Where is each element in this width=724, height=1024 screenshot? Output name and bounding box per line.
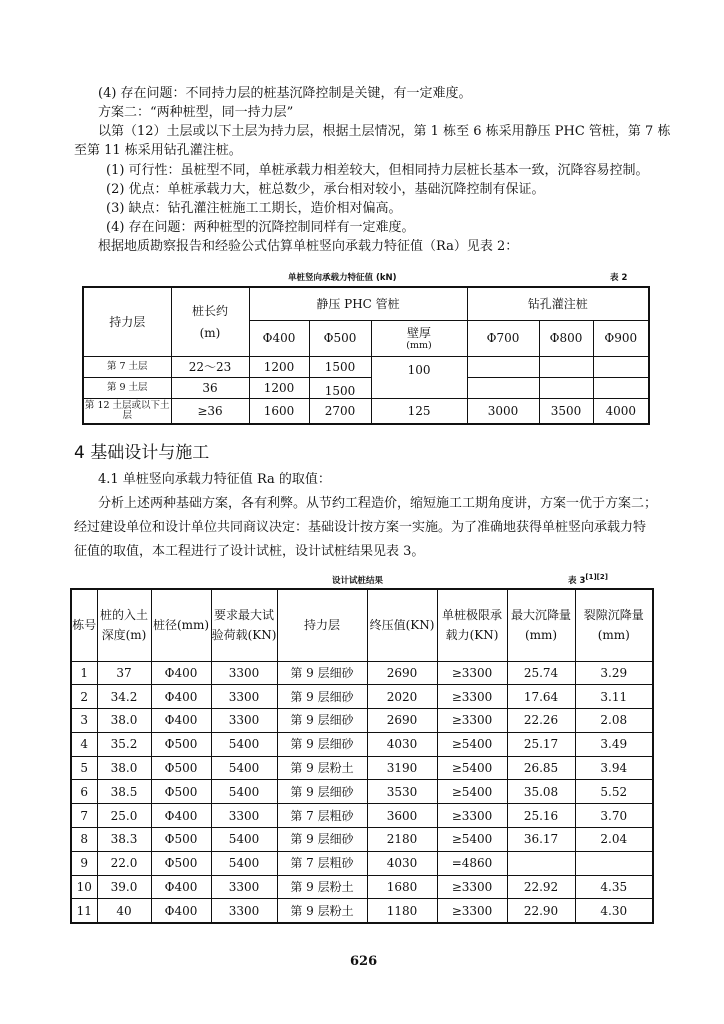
table3-cell: ≥3300 — [437, 875, 507, 899]
table3-cell: 5400 — [211, 851, 277, 875]
table3-header-rebound: 裂隙沉降量(mm) — [575, 589, 653, 661]
table3-cell: 1680 — [367, 875, 437, 899]
table3-row — [71, 709, 653, 733]
table3-cell: 第 9 层粉土 — [277, 899, 367, 923]
table3-header-depth: 桩的入土深度(m) — [97, 589, 151, 661]
table2-header-d400: Φ400 — [249, 320, 309, 356]
table3-cell: 22.90 — [507, 899, 575, 923]
paragraph-analysis-line2: 经过建设单位和设计单位共同商议决定：基础设计按方案一实施。为了准确地获得单桩竖向承载力特 — [74, 520, 647, 535]
table3-cell: 3530 — [367, 780, 437, 804]
table2-row — [83, 398, 649, 424]
table3-row — [71, 756, 653, 780]
table3-cell: 4 — [71, 732, 97, 756]
table3-cell: 3.49 — [575, 732, 653, 756]
table3-cell — [507, 851, 575, 875]
table3-cell: 2690 — [367, 709, 437, 733]
table2-cell — [539, 377, 593, 398]
table3-cell: Φ500 — [151, 851, 211, 875]
table3-cell: Φ400 — [151, 709, 211, 733]
table3-cell: Φ400 — [151, 685, 211, 709]
table3-cell: Φ400 — [151, 804, 211, 828]
table3-cell: 6 — [71, 780, 97, 804]
paragraph-scheme2-title: 方案二：“两种桩型，同一持力层” — [98, 105, 294, 120]
table3-row — [71, 899, 653, 923]
table2-row — [83, 356, 649, 377]
table3-cell: 5.52 — [575, 780, 653, 804]
table2-cell — [593, 356, 649, 377]
table3-cell: 38.0 — [97, 756, 151, 780]
table3-cell: 22.0 — [97, 851, 151, 875]
table3-cell: 2690 — [367, 661, 437, 685]
table3-cell: 4030 — [367, 732, 437, 756]
table3-row — [71, 875, 653, 899]
table3-cell: 第 9 层细砂 — [277, 828, 367, 852]
table2-cell: 第 12 土层或以下土层 — [83, 398, 171, 424]
table3-cell: 3300 — [211, 661, 277, 685]
table3-title: 设计试桩结果 — [332, 576, 384, 586]
table2-cell — [539, 356, 593, 377]
table3-cell: ≥3300 — [437, 804, 507, 828]
table3 — [70, 588, 654, 924]
table2-cell: 125 — [371, 398, 467, 424]
table2-cell: 36 — [171, 377, 249, 398]
table3-cell: 3.94 — [575, 756, 653, 780]
table3-cell: 第 9 层细砂 — [277, 780, 367, 804]
table3-cell: ≥5400 — [437, 732, 507, 756]
table3-header-final: 终压值(KN) — [367, 589, 437, 661]
table3-cell: 第 9 层粉土 — [277, 756, 367, 780]
table3-row — [71, 780, 653, 804]
table3-cell: 25.17 — [507, 732, 575, 756]
table3-cell: 25.74 — [507, 661, 575, 685]
table2-row — [83, 377, 649, 398]
table3-row — [71, 804, 653, 828]
page-number: 626 — [350, 954, 378, 969]
table3-cell: Φ500 — [151, 780, 211, 804]
table2-header-d900: Φ900 — [593, 320, 649, 356]
table3-cell: 36.17 — [507, 828, 575, 852]
table3-cell: 1 — [71, 661, 97, 685]
table3-body — [71, 661, 653, 923]
table3-cell: ≥5400 — [437, 756, 507, 780]
table2-cell: 1500 — [309, 356, 371, 377]
table3-cell: 4.35 — [575, 875, 653, 899]
table3-cell: 2180 — [367, 828, 437, 852]
table3-cell: Φ400 — [151, 899, 211, 923]
table3-row — [71, 851, 653, 875]
table3-row — [71, 828, 653, 852]
table3-row — [71, 661, 653, 685]
table3-cell: ≥3300 — [437, 661, 507, 685]
table3-cell: 3300 — [211, 709, 277, 733]
table3-cell: 3.70 — [575, 804, 653, 828]
table3-header-ultimate: 单桩极限承载力(KN) — [437, 589, 507, 661]
table3-header-row — [71, 589, 653, 661]
table3-cell: 37 — [97, 661, 151, 685]
table3-cell: 5 — [71, 756, 97, 780]
table3-cell: 35.08 — [507, 780, 575, 804]
paragraph-analysis-line1: 分析上述两种基础方案，各有利弊。从节约工程造价，缩短施工工期角度讲，方案一优于方案二； — [98, 496, 658, 511]
table3-cell: 35.2 — [97, 732, 151, 756]
table2-cell: 100 — [371, 356, 467, 398]
paragraph-scheme2-desc-line1: 以第（12）土层或以下土层为持力层，根据土层情况，第 1 栋至 6 栋采用静压 PHC 管桩，第 7 栋 — [98, 124, 671, 139]
table2-cell: 第 7 土层 — [83, 356, 171, 377]
table2-header-d500: Φ500 — [309, 320, 371, 356]
table3-cell: 第 7 层粗砂 — [277, 804, 367, 828]
table3-header-no: 栋号 — [71, 589, 97, 661]
table3-number-label: 表 3 — [568, 575, 586, 586]
table3-cell: 39.0 — [97, 875, 151, 899]
table3-cell: 38.3 — [97, 828, 151, 852]
table2-cell: 1600 — [249, 398, 309, 424]
table2-cell — [467, 356, 539, 377]
table3-cell: 3300 — [211, 685, 277, 709]
paragraph-table2-intro: 根据地质勘察报告和经验公式估算单桩竖向承载力特征值（Ra）见表 2： — [98, 239, 519, 254]
table3-header-layer: 持力层 — [277, 589, 367, 661]
table3-cell: 8 — [71, 828, 97, 852]
table2-cell: 1500 — [309, 377, 371, 398]
table2-header-layer: 持力层 — [83, 287, 171, 356]
paragraph-scheme2-desc-line2: 至第 11 栋采用钻孔灌注桩。 — [74, 143, 242, 158]
paragraph-problem: (4) 存在问题：两种桩型的沉降控制同样有一定难度。 — [106, 220, 415, 235]
table2-header-wall-unit: (mm) — [406, 339, 432, 351]
table2-header-bored: 钻孔灌注桩 — [467, 287, 649, 320]
table3-cell: 3 — [71, 709, 97, 733]
table2-cell: ≥36 — [171, 398, 249, 424]
table3-cell: 1180 — [367, 899, 437, 923]
section-heading: 4 基础设计与施工 — [74, 443, 210, 463]
table2-header-wall — [371, 320, 467, 356]
table2-cell: 3000 — [467, 398, 539, 424]
table3-cell: ≥5400 — [437, 780, 507, 804]
table3-cell: 3300 — [211, 875, 277, 899]
table3-cell: 4.30 — [575, 899, 653, 923]
table3-header-max-settle: 最大沉降量(mm) — [507, 589, 575, 661]
table3-cell: 25.0 — [97, 804, 151, 828]
table3-cell: 第 7 层粗砂 — [277, 851, 367, 875]
table3-cell: 5400 — [211, 732, 277, 756]
table3-cell: Φ500 — [151, 756, 211, 780]
paragraph-analysis-line3: 征值的取值，本工程进行了设计试桩，设计试桩结果见表 3。 — [74, 544, 425, 559]
table2-cell — [467, 377, 539, 398]
table3-cell: 5400 — [211, 756, 277, 780]
table3-cell: 3300 — [211, 804, 277, 828]
table2-cell: 22～23 — [171, 356, 249, 377]
table3-cell: ≥5400 — [437, 828, 507, 852]
paragraph-option1-problem: (4) 存在问题：不同持力层的桩基沉降控制是关键，有一定难度。 — [98, 86, 472, 101]
table3-cell: 2020 — [367, 685, 437, 709]
table3-cell: ≥3300 — [437, 709, 507, 733]
table3-cell: 第 9 层细砂 — [277, 685, 367, 709]
table3-cell: 22.92 — [507, 875, 575, 899]
table3-cell: 第 9 层细砂 — [277, 709, 367, 733]
table2-cell: 1200 — [249, 356, 309, 377]
table3-cell: 10 — [71, 875, 97, 899]
table2-title: 单桩竖向承载力特征值 (kN) — [288, 273, 397, 283]
table3-cell: 40 — [97, 899, 151, 923]
table3-number — [568, 572, 608, 586]
table2-cell: 4000 — [593, 398, 649, 424]
table3-cell: 5400 — [211, 780, 277, 804]
table3-cell: 25.16 — [507, 804, 575, 828]
paragraph-advantage: (2) 优点：单桩承载力大，桩总数少，承台相对较小，基础沉降控制有保证。 — [106, 182, 545, 197]
table3-cell: 第 9 层细砂 — [277, 732, 367, 756]
table2-cell: 2700 — [309, 398, 371, 424]
paragraph-disadvantage: (3) 缺点：钻孔灌注桩施工工期长，造价相对偏高。 — [106, 201, 402, 216]
table2-header-length-unit: (m) — [199, 325, 221, 340]
table3-header-load: 要求最大试验荷载(KN) — [211, 589, 277, 661]
table3-cell: 2 — [71, 685, 97, 709]
table3-cell: Φ500 — [151, 732, 211, 756]
table3-cell: ≥3300 — [437, 685, 507, 709]
table3-cell: 3300 — [211, 899, 277, 923]
table3-cell: 7 — [71, 804, 97, 828]
table3-cell: 5400 — [211, 828, 277, 852]
table3-cell: 34.2 — [97, 685, 151, 709]
table2-header-d700: Φ700 — [467, 320, 539, 356]
table3-cell: 第 9 层粉土 — [277, 875, 367, 899]
table2-number: 表 2 — [610, 273, 628, 283]
table3-cell: 38.5 — [97, 780, 151, 804]
table3-cell: 17.64 — [507, 685, 575, 709]
table3-cell: 11 — [71, 899, 97, 923]
table2-cell: 3500 — [539, 398, 593, 424]
table3-cell — [575, 851, 653, 875]
table3-cell: 2.08 — [575, 709, 653, 733]
table2-header-d800: Φ800 — [539, 320, 593, 356]
table3-cell: 3600 — [367, 804, 437, 828]
paragraph-feasibility: (1) 可行性：虽桩型不同，单桩承载力相差较大，但相同持力层桩长基本一致，沉降容易控制。 — [106, 163, 649, 178]
table2-header-wall-label: 壁厚 — [407, 325, 432, 340]
table2-header-length-label: 桩长约 — [191, 303, 228, 318]
table3-cell: 9 — [71, 851, 97, 875]
table3-cell: 4030 — [367, 851, 437, 875]
table3-row — [71, 685, 653, 709]
table3-row — [71, 732, 653, 756]
table3-cell: 2.04 — [575, 828, 653, 852]
table2-cell — [593, 377, 649, 398]
table3-cell: 26.85 — [507, 756, 575, 780]
table2-cell: 1200 — [249, 377, 309, 398]
table3-cell: 3.11 — [575, 685, 653, 709]
table3-cell: 3.29 — [575, 661, 653, 685]
table3-cell: 第 9 层细砂 — [277, 661, 367, 685]
table3-cell: 3190 — [367, 756, 437, 780]
table2-header-phc: 静压 PHC 管桩 — [249, 287, 467, 320]
table3-cell: 38.0 — [97, 709, 151, 733]
table2 — [82, 286, 650, 425]
table2-header-length — [171, 287, 249, 356]
table3-cell: 22.26 — [507, 709, 575, 733]
table3-reference: [1][2] — [585, 573, 608, 581]
table2-cell: 第 9 土层 — [83, 377, 171, 398]
table3-header-diameter: 桩径(mm) — [151, 589, 211, 661]
table3-cell: =4860 — [437, 851, 507, 875]
table3-cell: Φ400 — [151, 661, 211, 685]
table3-cell: Φ400 — [151, 875, 211, 899]
subsection-heading: 4.1 单桩竖向承载力特征值 Ra 的取值： — [98, 472, 331, 487]
table3-cell: Φ500 — [151, 828, 211, 852]
table3-cell: ≥3300 — [437, 899, 507, 923]
